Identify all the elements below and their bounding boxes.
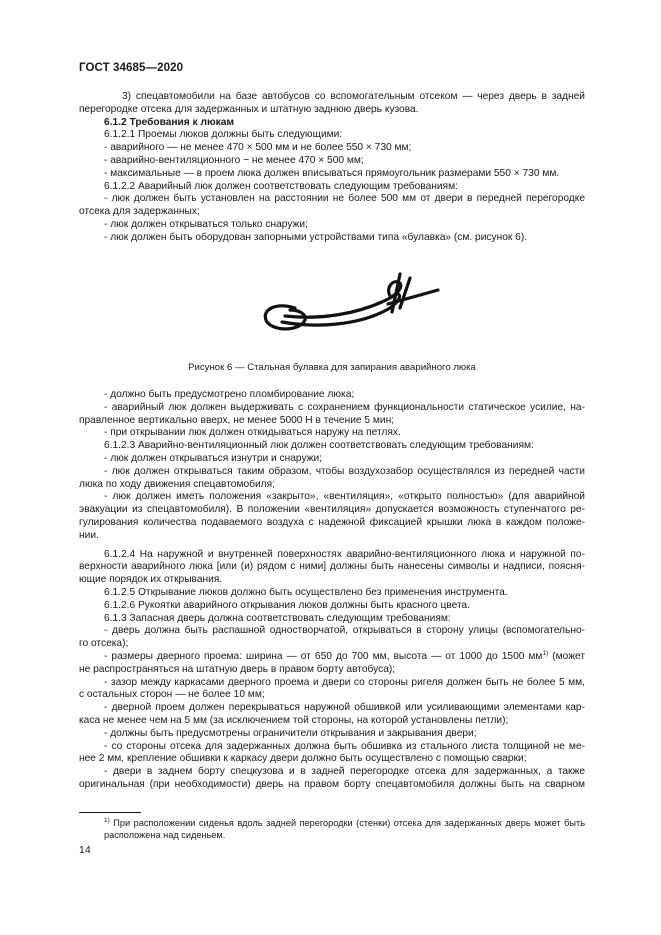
list-item: - двери в заднем борту спецкузова и в задней перегородке отсека для задержанных, а также	[104, 766, 585, 778]
paragraph-line: 6.1.2.6 Рукоятки аварийного открывания люков должны быть красного цвета.	[104, 599, 471, 611]
footnote-line	[79, 817, 585, 829]
list-item: - при открывании люк должен откидываться наружу на петлях.	[104, 427, 401, 439]
list-item: - должны быть предусмотрены ограничители открывания и закрывания двери;	[104, 727, 477, 739]
list-item-cont: нии.	[79, 529, 99, 541]
list-item: - должно быть предусмотрено пломбирование люка;	[104, 389, 355, 400]
list-item: - со стороны отсека для задержанных должна быть обшивка из стального листа толщиной не ме-	[104, 740, 585, 752]
list-item: - зазор между каркасами дверного проема и двери со стороны ригеля должен быть не более 5 мм,	[104, 676, 585, 688]
footnote-line: расположена над сиденьем.	[104, 830, 226, 841]
footnote-divider	[79, 812, 141, 813]
footnote	[79, 817, 585, 841]
paragraph-line: верхности аварийного люка [или (и) рядом с ними] должны быть нанесены символы и надписи, поясня-	[79, 561, 585, 573]
section-title: 6.1.2 Требования к люкам	[104, 116, 234, 128]
requirements-block	[79, 389, 585, 792]
paragraph-line: 6.1.2.5 Открывание люков должно быть осуществлено без применения инструмента.	[104, 586, 508, 598]
list-item-cont: каса не менее чем на 5 мм (за исключением той стороны, на которой установлены петли);	[79, 714, 509, 726]
list-item: - люк должен иметь положения «закрыто», «вентиляция», «открыто полностью» (для аварийной	[104, 491, 585, 503]
list-item-cont: эвакуации из спецавтомобиля). В положении «вентиляция» допускается возможность ступенчатого ре-	[79, 504, 585, 516]
list-item-cont: гулирования количества подаваемого воздуха с надежной фиксацией крышки люка в каждом положе-	[79, 516, 585, 528]
list-item-cont: не распространяться на штатную дверь в правом борту автобуса);	[79, 663, 396, 675]
list-item: - аварийного — не менее 470 × 500 мм и не более 550 × 730 мм;	[104, 142, 412, 154]
list-item: - люк должен быть оборудован запорными устройствами типа «булавка» (см. рисунок 6).	[104, 231, 528, 243]
paragraph-line: 6.1.2.2 Аварийный люк должен соответствовать следующим требованиям:	[104, 180, 458, 192]
list-item	[79, 651, 585, 664]
list-item: - максимальные — в проем люка должен вписываться прямоугольник размерами 550 × 730 мм.	[104, 167, 560, 179]
footnote-text: При расположении сиденья вдоль задней перегородки (стенки) отсека для задержанных дверь может быть	[109, 818, 585, 828]
paragraph-line: 6.1.2.3 Аварийно-вентиляционный люк должен соответствовать следующим требованиям:	[104, 440, 534, 452]
list-item: - аварийный люк должен выдерживать с сохранением функциональности статическое усилие, на-	[104, 401, 585, 413]
list-item-text: - размеры дверного проема: ширина — от 650 до 700 мм, высота — от 1000 до 1500 мм	[104, 650, 543, 662]
list-item: - дверь должна быть распашной одностворчатой, открываться в сторону улицы (вспомогательно-	[104, 625, 585, 637]
footnote-ref: 1)	[542, 649, 549, 657]
list-item-cont: оригинальная (при необходимости) дверь на правом борту спецавтомобиля должны быть на сварном	[79, 778, 585, 790]
paragraph-line: 6.1.2.4 На наружной и внутренней поверхностях аварийно-вентиляционного люка и наружной по-	[104, 548, 585, 560]
paragraph-line: 6.1.3 Запасная дверь должна соответствовать следующим требованиям:	[104, 612, 451, 624]
safety-pin-drawing-icon	[240, 268, 440, 348]
figure-caption: Рисунок 6 — Стальная булавка для запирания аварийного люка	[188, 362, 476, 373]
list-item: - люк должен быть установлен на расстоянии не более 500 мм от двери в передней перегородке	[104, 193, 585, 205]
page-number: 14	[79, 844, 91, 856]
intro-block	[79, 91, 585, 245]
paragraph-line: перегородке отсека для задержанных и штатную заднюю дверь кузова.	[79, 103, 419, 115]
list-item: - люк должен открываться таким образом, чтобы воздухозабор осуществлялся из передней части	[104, 465, 585, 477]
list-item: - дверной проем должен перекрываться наружной обшивкой или усиливающими элементами кар-	[104, 702, 585, 714]
list-item: - люк должен открываться изнутри и снаружи;	[104, 452, 323, 464]
paragraph-line: 3) спецавтомобили на базе автобусов со вспомогательным отсеком — через дверь в задней	[122, 91, 585, 102]
list-item-cont: люка по ходу движения спецавтомобиля;	[79, 478, 275, 490]
list-item: - аварийно-вентиляционного − не менее 470 × 500 мм;	[104, 154, 364, 166]
list-item-text: (может	[548, 650, 585, 662]
list-item-cont: с остальных сторон — не более 10 мм;	[79, 689, 265, 701]
list-item-cont: отсека для задержанных;	[79, 206, 200, 218]
standard-header: ГОСТ 34685—2020	[79, 62, 184, 74]
list-item-cont: правленное вертикально вверх, не менее 5000 Н в течение 5 мин;	[79, 414, 395, 426]
paragraph-line: ющие порядок их открывания.	[79, 574, 223, 586]
paragraph-line: 6.1.2.1 Проемы люков должны быть следующими:	[104, 129, 343, 141]
list-item-cont: нее 2 мм, крепление обшивки к каркасу двери должно быть осуществлено с помощью сварки;	[79, 753, 527, 765]
list-item: - люк должен открываться только снаружи;	[104, 218, 308, 230]
list-item-cont: го отсека);	[79, 638, 129, 650]
footnote-mark: 1)	[104, 817, 110, 824]
